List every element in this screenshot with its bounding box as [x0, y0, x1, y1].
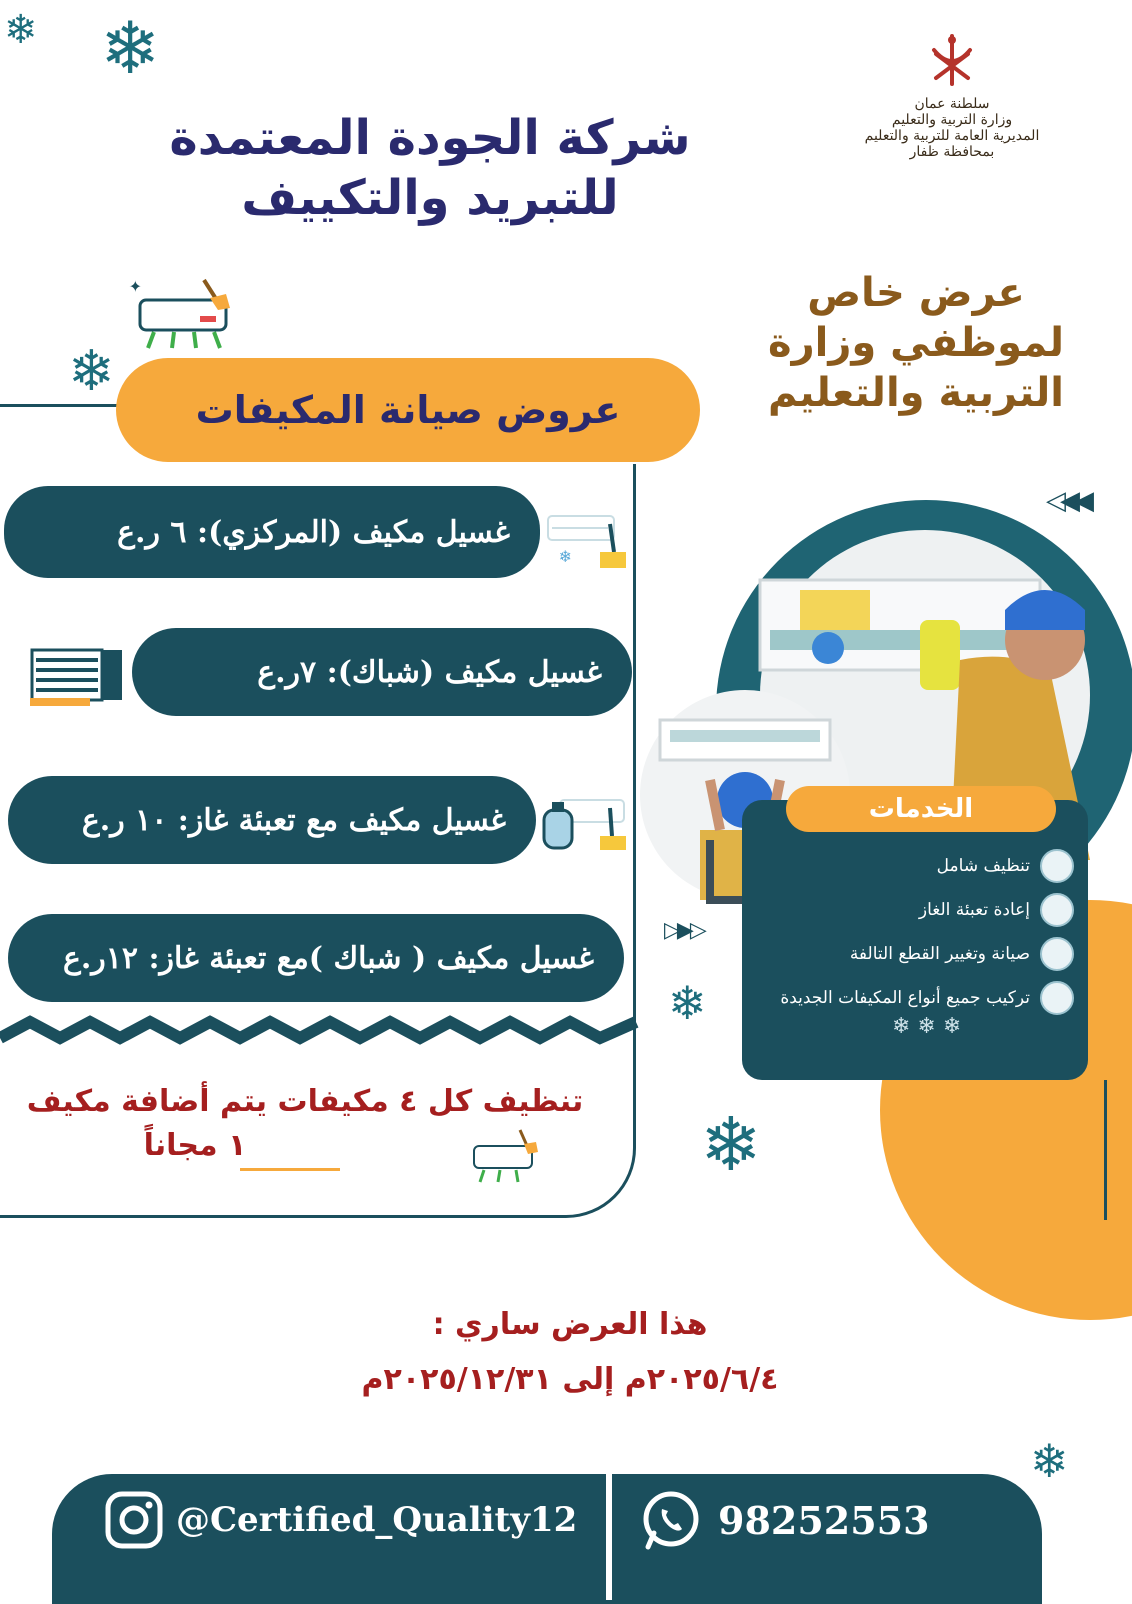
ac-brush-icon: [544, 494, 630, 574]
company-name-line1: شركة الجودة المعتمدة: [169, 110, 691, 166]
whatsapp-icon: [640, 1489, 702, 1551]
instagram-handle: @Certified_Quality12: [176, 1500, 578, 1540]
offers-panel-border: [0, 404, 120, 407]
service-label: تنظيف شامل: [936, 856, 1030, 876]
offer-label: غسيل مكيف ( شباك )مع تعبئة غاز: ١٢ر.ع: [62, 940, 594, 976]
snowflake-icon: ❄: [1030, 1434, 1069, 1488]
snowflake-icon: ❄ ❄ ❄: [892, 1014, 962, 1039]
special-offer-line1: عرض خاص: [807, 270, 1025, 316]
special-offer: [756, 268, 1076, 418]
service-label: تركيب جميع أنواع المكيفات الجديدة: [780, 988, 1030, 1008]
company-name: [130, 108, 730, 228]
service-item: [756, 844, 1074, 888]
ministry-logo: [862, 32, 1042, 202]
offer-item: [8, 776, 536, 864]
ac-install-icon: [1040, 981, 1074, 1015]
logo-line: بمحافظة ظفار: [909, 144, 995, 160]
arrows-left-icon: ◁◀◀: [1046, 486, 1088, 516]
ac-cleaning-icon: [470, 1128, 542, 1184]
instagram-icon: [104, 1490, 164, 1550]
promo-line2: ١ مجاناً: [143, 1128, 247, 1163]
gas-cylinder-brush-icon: [540, 780, 630, 860]
validity-line1: هذا العرض ساري :: [432, 1307, 708, 1342]
validity-line2: ٢٠٢٥/٦/٤م إلى ٢٠٢٥/١٢/٣١م: [361, 1362, 779, 1397]
offer-item: [8, 914, 624, 1002]
instagram-link[interactable]: [104, 1488, 594, 1552]
logo-line: المديرية العامة للتربية والتعليم: [864, 128, 1040, 144]
snowflake-icon: ❄: [100, 6, 161, 90]
offers-title-banner: [116, 358, 700, 462]
ac-repair-icon: [1040, 937, 1074, 971]
offer-validity: [360, 1300, 780, 1410]
zigzag-divider: [0, 1008, 636, 1048]
snowflake-icon: ❄: [4, 7, 38, 53]
offer-item: [132, 628, 632, 716]
ac-cleaning-icon: [128, 272, 234, 352]
services-title: الخدمات: [868, 794, 974, 824]
ac-unit-icon: [1040, 849, 1074, 883]
arrows-right-icon: ▷▶▷: [664, 918, 703, 943]
logo-line: سلطنة عمان: [914, 96, 990, 112]
service-label: صيانة وتغيير القطع التالفة: [849, 944, 1030, 964]
snowflake-icon: ❄: [68, 339, 115, 404]
promo-line1: تنظيف كل ٤ مكيفات يتم أضافة مكيف: [26, 1084, 584, 1119]
promo-underline: [240, 1168, 340, 1171]
logo-line: وزارة التربية والتعليم: [891, 112, 1013, 128]
services-box: [742, 800, 1088, 1080]
gas-cylinder-icon: [1040, 893, 1074, 927]
special-offer-line2: لموظفي وزارة: [767, 320, 1064, 366]
offers-title: عروض صيانة المكيفات: [195, 388, 621, 432]
services-title-banner: [786, 786, 1056, 832]
footer-divider: [606, 1474, 612, 1600]
offer-label: غسيل مكيف (شباك): ٧ر.ع: [257, 654, 602, 690]
svg-text:❄: ❄: [558, 547, 572, 566]
company-name-line2: للتبريد والتكييف: [241, 170, 619, 226]
special-offer-line3: التربية والتعليم: [768, 370, 1064, 416]
offer-label: غسيل مكيف مع تعبئة غاز: ١٠ ر.ع: [81, 802, 506, 838]
service-item: [756, 932, 1074, 976]
snowflake-icon: ❄: [668, 976, 707, 1030]
snowflake-icon: ❄: [700, 1102, 763, 1188]
khanjar-emblem-icon: [924, 32, 980, 92]
phone-number: 98252553: [718, 1497, 930, 1543]
phone-link[interactable]: [640, 1488, 1020, 1552]
right-edge-line: [1104, 1080, 1107, 1220]
offer-item: [4, 486, 540, 578]
svg-text:✦: ✦: [128, 277, 142, 296]
offer-label: غسيل مكيف (المركزي): ٦ ر.ع: [117, 514, 510, 550]
service-item: [756, 888, 1074, 932]
window-ac-icon: [28, 646, 126, 708]
service-label: إعادة تعبئة الغاز: [918, 900, 1030, 920]
